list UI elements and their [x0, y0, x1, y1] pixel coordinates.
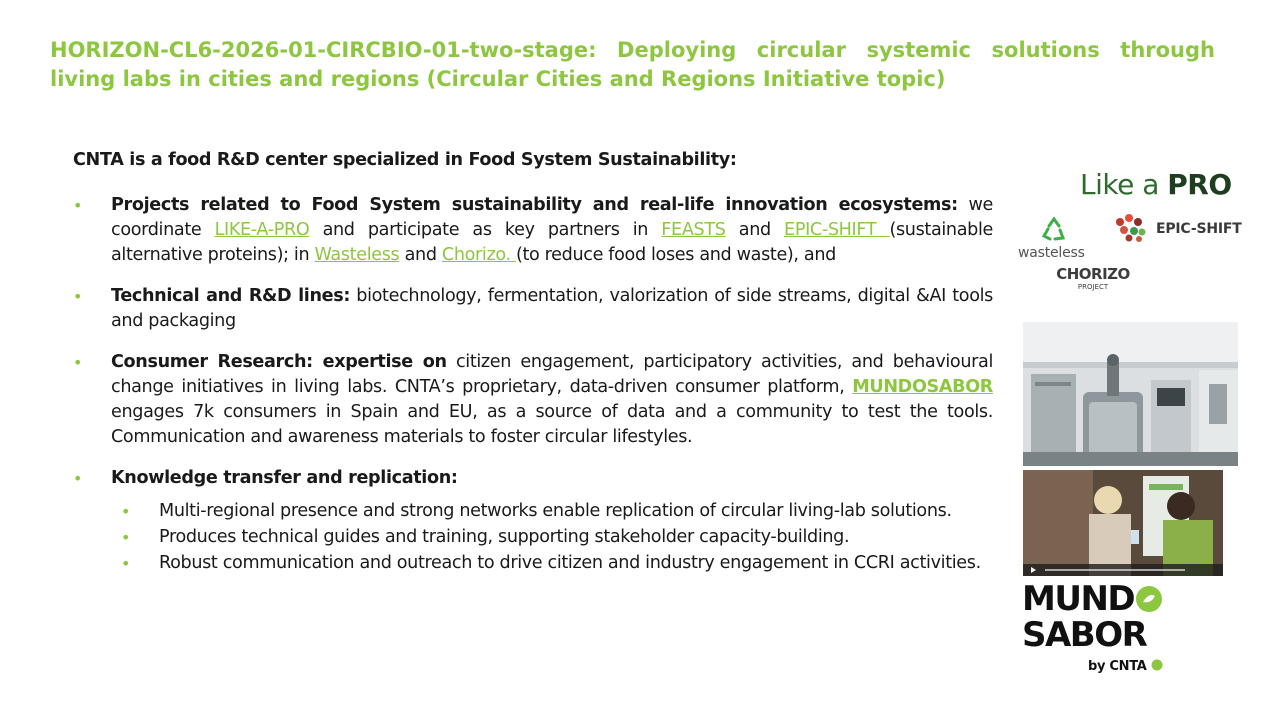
mundosabor-logo [1022, 579, 1192, 682]
bullet-text: engages 7k consumers in Spain and EU, as a source of data and a community to test the tools. Communication and awareness materials to foster circular lifestyles. [111, 402, 993, 447]
speech-leaf-icon [1134, 584, 1164, 614]
bullet-text: biotechnology, fermentation, valorization of side streams, digital &AI tools and packaging [111, 286, 993, 331]
link-feasts[interactable]: FEASTS [661, 220, 726, 240]
cnta-leaf-icon [1151, 659, 1163, 671]
lab-fermentation-photo [1023, 322, 1238, 466]
sub-bullet-item: • Produces technical guides and training, supporting stakeholder capacity-building. [111, 525, 993, 550]
bullet-text: (to reduce food loses and waste), and [515, 245, 836, 265]
like-a-pro-logo-pro: PRO [1167, 168, 1232, 201]
bullet-knowledge-heading: Knowledge transfer and replication: [111, 468, 458, 488]
bullet-knowledge [73, 466, 993, 576]
sub-bullet-list [111, 499, 993, 576]
mundosabor-logo-line1 [1022, 579, 1192, 619]
wasteless-logo-text: wasteless [1018, 245, 1085, 261]
epic-shift-logo-text: EPIC-SHIFT [1156, 221, 1242, 237]
intro-text: CNTA is a food R&D center specialized in Food System Sustainability: [73, 150, 737, 170]
chorizo-logo-text: CHORIZO [1056, 265, 1130, 283]
chorizo-logo-sub: PROJECT [1077, 283, 1109, 291]
mundosabor-logo-by [1088, 659, 1163, 674]
recycle-icon [1016, 214, 1100, 246]
link-like-a-pro[interactable]: LIKE-A-PRO [214, 220, 310, 240]
mundosabor-logo-line2: SABOR [1022, 615, 1147, 655]
mundosabor-logo-word: MUND [1022, 579, 1135, 619]
interview-photo [1023, 470, 1223, 576]
sub-bullet-item: • Multi-regional presence and strong networks enable replication of circular living-lab solutions. [111, 499, 993, 524]
wasteless-logo [1016, 214, 1100, 264]
mundosabor-logo-by-text: by CNTA [1088, 659, 1147, 674]
like-a-pro-logo [1080, 168, 1232, 201]
bullet-text: and participate as key partners in [309, 220, 662, 240]
bullet-technical-heading: Technical and R&D lines: [111, 286, 351, 306]
link-wasteless[interactable]: Wasteless [314, 245, 400, 265]
bullet-technical [73, 284, 993, 334]
sub-bullet-item: • Robust communication and outreach to drive citizen and industry engagement in CCRI activities. [111, 551, 993, 576]
slide-title: HORIZON-CL6-2026-01-CIRCBIO-01-two-stage: Deploying circular systemic solutions through living labs in cities and regions (Circular Cities and Regions Initiative topic) [50, 38, 1215, 91]
bullet-text: and [399, 245, 442, 265]
link-epic-shift[interactable]: EPIC-SHIFT [784, 220, 890, 240]
epic-shift-logo [1112, 212, 1262, 244]
bullet-consumer-heading: Consumer Research: expertise on [111, 352, 447, 372]
link-mundosabor[interactable]: MUNDOSABOR [852, 377, 993, 397]
bullet-projects-heading: Projects related to Food System sustainability and real-life innovation ecosystems: [111, 195, 958, 215]
bullet-consumer [73, 350, 993, 450]
like-a-pro-logo-text: Like a [1080, 168, 1168, 201]
molecule-icon [1112, 212, 1152, 244]
bullet-text: (sustainable alternative proteins); in [111, 220, 993, 265]
main-content [73, 148, 993, 592]
bullet-projects [73, 193, 993, 268]
chorizo-logo [1048, 266, 1138, 296]
bullet-text: citizen engagement, participatory activities, and behavioural change initiatives in living labs. CNTA’s proprietary, data-driven consumer platform, [111, 352, 993, 397]
bullet-text: and [725, 220, 785, 240]
link-chorizo[interactable]: Chorizo. [441, 245, 516, 265]
bullet-list [73, 193, 993, 576]
bullet-text: we coordinate [111, 195, 993, 240]
